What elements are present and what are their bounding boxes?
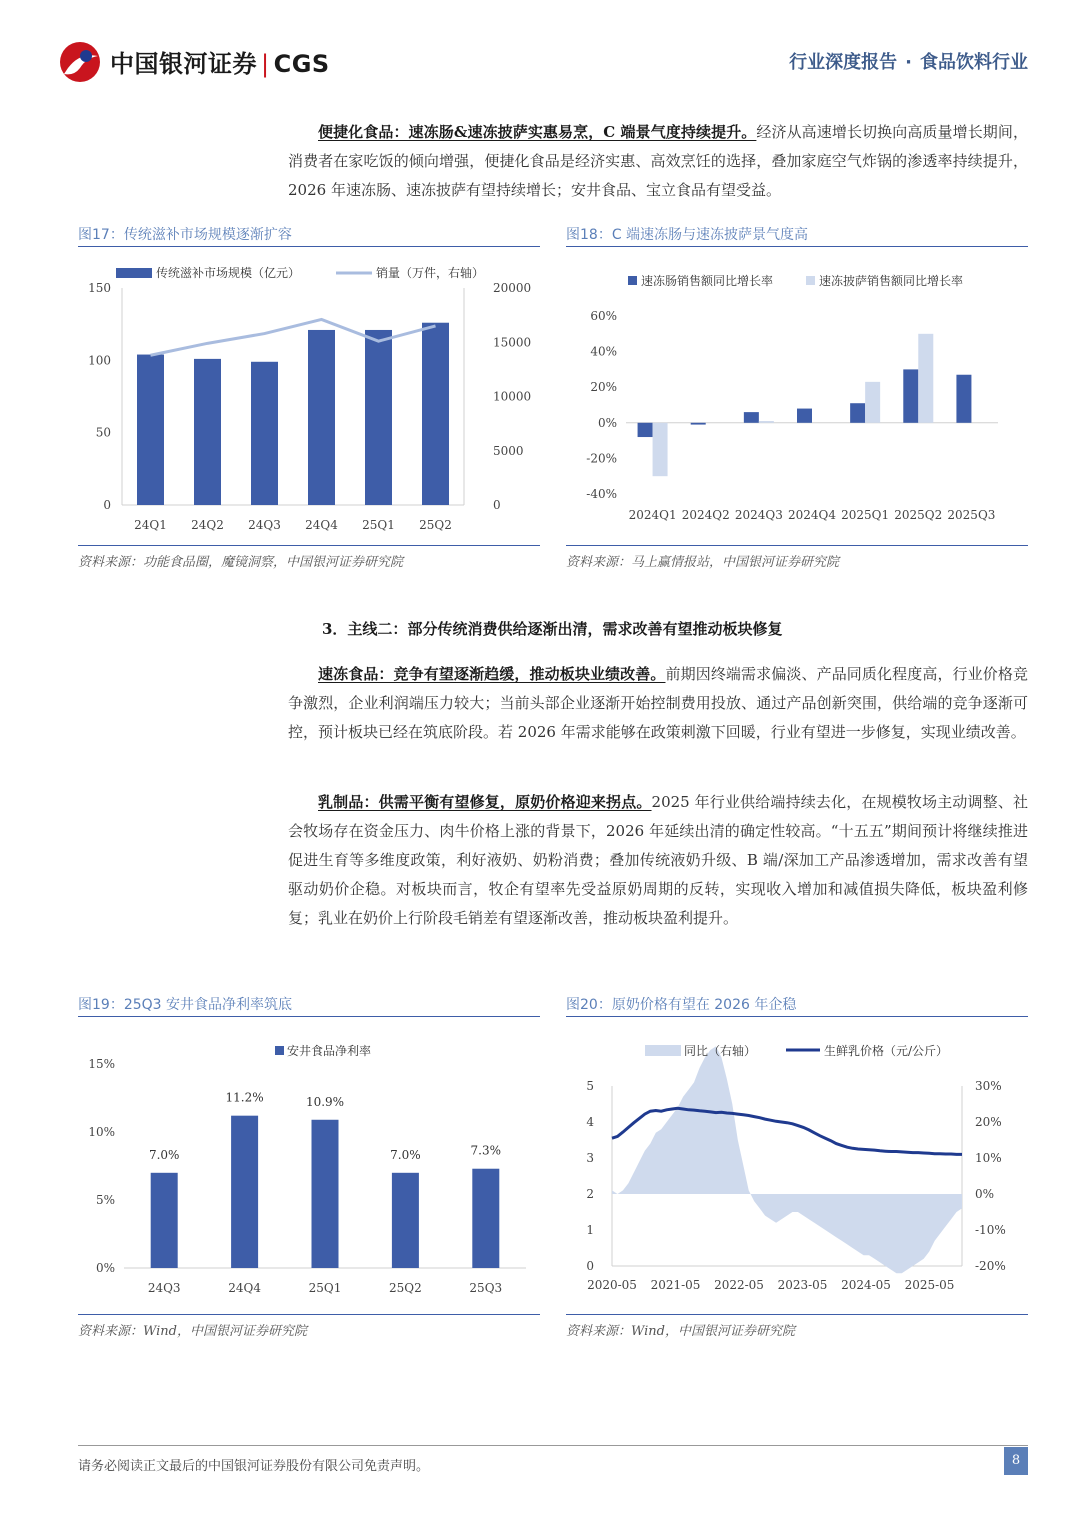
- fig18-svg: [566, 256, 1028, 540]
- fig20-chart: [566, 1026, 1028, 1310]
- fig17-right-tick: 10000: [493, 389, 532, 404]
- fig17-legend-line-label: 销量（万件，右轴）: [376, 266, 485, 280]
- fig17-title: 图17：传统滋补市场规模逐渐扩容: [78, 227, 292, 243]
- fig18-bar-pizza: [653, 423, 668, 476]
- paragraph-convenience-food: [288, 118, 1028, 205]
- fig18-x-tick: 2025Q2: [894, 508, 943, 522]
- fig19-y-tick: 5%: [95, 1193, 115, 1207]
- fig20-right-tick: 0%: [975, 1187, 995, 1201]
- fig17-source: 资料来源：功能食品圈，魔镜洞察，中国银河证券研究院: [78, 555, 404, 570]
- fig17-bar: [308, 330, 335, 505]
- fig19-x-tick: 24Q4: [228, 1281, 261, 1295]
- fig20-x-tick: 2025-05: [904, 1278, 955, 1292]
- section-3-title: 3．主线二：部分传统消费供给逐渐出清，需求改善有望推动板块修复: [322, 620, 783, 638]
- page-header: [0, 0, 1080, 100]
- fig20-left-tick: 1: [586, 1223, 594, 1237]
- fig17-x-tick: 25Q2: [419, 518, 452, 532]
- fig17-bar: [137, 355, 164, 505]
- paragraph-body: 前期因终端需求偏淡、产品同质化程度高，行业价格竞争激烈，企业利润端压力较大；当前头部企业逐渐开始控制费用投放、通过产品创新突围，供给端的竞争逐渐可控，预计板块已经在筑底阶段。若 2026 年需求能够在政策刺激下回暖，行业有望进一步修复，实现业绩改善。: [288, 665, 1028, 741]
- fig20-right-tick: 10%: [975, 1151, 1002, 1165]
- fig18-x-tick: 2025Q1: [841, 508, 890, 522]
- fig19-legend-swatch: [275, 1046, 284, 1055]
- report-type: 行业深度报告: [789, 52, 898, 73]
- fig17-bar: [365, 330, 392, 505]
- footer-disclaimer: 请务必阅读正文最后的中国银河证券股份有限公司免责声明。: [78, 1459, 430, 1474]
- cgs-logo: [58, 38, 358, 86]
- fig18-y-tick: -20%: [586, 451, 617, 466]
- report-category: [789, 48, 1028, 74]
- cgs-logo-icon: [58, 38, 106, 86]
- fig19-y-tick: 0%: [95, 1261, 115, 1275]
- fig20-x-tick: 2020-05: [587, 1278, 637, 1292]
- fig18-chart: [566, 256, 1028, 540]
- fig19-x-tick: 25Q1: [308, 1281, 342, 1295]
- fig19-bar: [231, 1116, 258, 1268]
- fig20-left-tick: 0: [586, 1259, 594, 1273]
- fig18-y-tick: 60%: [590, 309, 617, 323]
- fig17-x-tick: 24Q2: [191, 518, 224, 532]
- fig17-right-tick: 15000: [493, 335, 532, 350]
- fig19-chart: [78, 1026, 540, 1310]
- header-dot: ·: [905, 52, 912, 73]
- fig20-legend-line-label: 生鲜乳价格（元/公斤）: [824, 1044, 949, 1058]
- fig19-svg: [78, 1026, 540, 1310]
- fig17-bar: [422, 323, 449, 505]
- paragraph-dairy: [288, 788, 1028, 933]
- fig18-bar-sausage: [956, 375, 971, 423]
- fig18-x-tick: 2024Q4: [787, 508, 837, 522]
- fig18-bar-sausage: [691, 423, 706, 425]
- fig17-title-rule: [78, 246, 540, 247]
- fig20-left-tick: 4: [586, 1115, 594, 1129]
- fig17-legend-bar-label: 传统滋补市场规模（亿元）: [156, 266, 301, 280]
- fig18-x-tick: 2024Q1: [628, 508, 677, 522]
- fig17-left-tick: 150: [88, 281, 111, 295]
- fig20-right-tick: 30%: [975, 1079, 1002, 1093]
- fig18-bar-sausage: [744, 412, 759, 423]
- fig18-x-tick: 2024Q3: [734, 508, 783, 522]
- fig18-x-tick: 2024Q2: [681, 508, 730, 522]
- paragraph-body: 2025 年行业供给端持续去化，在规模牧场主动调整、社会牧场存在资金压力、肉牛价格上涨的背景下，2026 年延续出清的确定性较高。“十五五”期间预计将继续推进促进生育等多维度政策，利好液奶、奶粉消费；叠加传统液奶升级、B 端/深加工产品渗透增加，需求改善有望驱动奶价企稳。对板块而言，牧企有望率先受益原奶周期的反转，实现收入增加和减值损失降低，板块盈利修复；乳业在奶价上行阶段毛销差有望逐渐改善，推动板块盈利提升。: [288, 793, 1028, 927]
- logo-en: CGS: [273, 50, 330, 78]
- fig20-area-yoy: [612, 1046, 962, 1273]
- fig17-svg: [78, 256, 540, 540]
- fig19-bar: [472, 1169, 499, 1268]
- fig17-x-tick: 24Q1: [134, 518, 167, 532]
- fig19-data-label: 11.2%: [225, 1090, 264, 1105]
- paragraph-body: 经济从高速增长切换向高质量增长期间，消费者在家吃饭的倾向增强，便捷化食品是经济实惠、高效烹饪的选择，叠加家庭空气炸锅的渗透率持续提升，2026 年速冻肠、速冻披萨有望持续增长；安井食品、宝立食品有望受益。: [288, 123, 1028, 199]
- fig20-left-tick: 5: [586, 1079, 594, 1093]
- fig20-legend-area-label: 同比（右轴）: [684, 1044, 757, 1058]
- fig19-bar: [312, 1120, 339, 1268]
- fig17-right-tick: 0: [493, 498, 501, 512]
- fig18-legend-swatch-pizza: [806, 276, 815, 285]
- fig17-left-tick: 100: [88, 353, 111, 368]
- fig20-legend-area-swatch: [645, 1045, 681, 1056]
- fig19-data-label: 7.0%: [148, 1147, 180, 1162]
- fig19-data-label: 7.3%: [470, 1143, 502, 1158]
- fig20-title-rule: [566, 1016, 1028, 1017]
- fig18-bottom-rule: [566, 545, 1028, 546]
- fig20-right-tick: -20%: [975, 1259, 1006, 1273]
- fig20-title: 图20：原奶价格有望在 2026 年企稳: [566, 997, 797, 1013]
- fig20-svg: [566, 1026, 1028, 1310]
- fig20-right-tick: -10%: [975, 1223, 1006, 1237]
- fig17-line-sales: [151, 319, 436, 355]
- fig18-bar-sausage: [797, 409, 812, 423]
- industry-name: 食品饮料行业: [920, 52, 1028, 73]
- paragraph-frozen-food: [288, 660, 1028, 747]
- paragraph-lead: 速冻食品：竞争有望逐渐趋缓，推动板块业绩改善。: [318, 665, 666, 683]
- paragraph-lead: 乳制品：供需平衡有望修复，原奶价格迎来拐点。: [318, 793, 652, 811]
- logo-cn: 中国银河证券: [110, 50, 257, 78]
- fig17-left-tick: 0: [103, 498, 111, 512]
- fig19-title-rule: [78, 1016, 540, 1017]
- fig20-left-tick: 3: [586, 1151, 594, 1165]
- fig17-x-tick: 25Q1: [362, 518, 395, 532]
- fig18-bar-pizza: [759, 421, 774, 423]
- fig17-right-tick: 5000: [493, 443, 524, 458]
- fig20-x-tick: 2024-05: [841, 1278, 891, 1292]
- fig17-left-tick: 50: [95, 425, 111, 440]
- fig19-data-label: 7.0%: [390, 1147, 421, 1162]
- fig18-title: 图18：C 端速冻肠与速冻披萨景气度高: [566, 227, 809, 243]
- fig17-chart: [78, 256, 540, 540]
- fig17-x-tick: 24Q4: [305, 518, 338, 532]
- footer-rule: [78, 1445, 1028, 1446]
- fig19-bar: [151, 1173, 178, 1268]
- fig18-bar-sausage: [850, 403, 865, 423]
- fig20-bottom-rule: [566, 1314, 1028, 1315]
- fig19-y-tick: 10%: [88, 1125, 115, 1139]
- fig17-legend-bar-swatch: [116, 268, 152, 278]
- fig19-x-tick: 24Q3: [147, 1281, 181, 1295]
- fig18-y-tick: 40%: [590, 344, 617, 359]
- fig18-x-tick: 2025Q3: [947, 508, 996, 522]
- fig17-bottom-rule: [78, 545, 540, 546]
- fig18-source: 资料来源：马上赢情报站，中国银河证券研究院: [566, 555, 840, 570]
- fig18-y-tick: 0%: [597, 415, 617, 430]
- fig18-bar-pizza: [865, 382, 880, 423]
- fig18-bar-pizza: [918, 334, 933, 423]
- fig18-bar-sausage: [903, 369, 918, 422]
- fig18-legend-swatch-sausage: [628, 276, 637, 285]
- fig19-title: 图19：25Q3 安井食品净利率筑底: [78, 997, 293, 1013]
- fig17-x-tick: 24Q3: [248, 518, 281, 532]
- fig19-y-tick: 15%: [88, 1057, 115, 1071]
- page-number: 8: [1004, 1447, 1028, 1475]
- fig20-left-tick: 2: [586, 1187, 594, 1201]
- fig18-y-tick: 20%: [590, 380, 617, 395]
- fig19-bar: [392, 1173, 419, 1268]
- fig20-x-tick: 2023-05: [777, 1278, 828, 1292]
- fig19-source: 资料来源：Wind，中国银河证券研究院: [78, 1324, 307, 1339]
- fig17-bar: [194, 359, 221, 505]
- fig20-x-tick: 2021-05: [650, 1278, 701, 1292]
- fig18-bar-sausage: [638, 423, 653, 437]
- fig19-x-tick: 25Q3: [469, 1281, 503, 1295]
- fig17-bar: [251, 362, 278, 505]
- fig19-legend-label: 安井食品净利率: [287, 1044, 372, 1058]
- logo-separator: |: [261, 50, 270, 78]
- paragraph-lead: 便捷化食品：速冻肠&速冻披萨实惠易烹，C 端景气度持续提升。: [318, 123, 757, 141]
- fig18-y-tick: -40%: [586, 487, 617, 501]
- fig20-x-tick: 2022-05: [714, 1278, 764, 1292]
- fig19-x-tick: 25Q2: [389, 1281, 422, 1295]
- fig18-legend-label-pizza: 速冻披萨销售额同比增长率: [819, 274, 964, 288]
- fig20-right-tick: 20%: [975, 1115, 1002, 1129]
- fig20-source: 资料来源：Wind，中国银河证券研究院: [566, 1324, 795, 1339]
- fig19-bottom-rule: [78, 1314, 540, 1315]
- fig17-right-tick: 20000: [493, 281, 532, 295]
- fig18-title-rule: [566, 246, 1028, 247]
- fig18-legend-label-sausage: 速冻肠销售额同比增长率: [641, 274, 774, 288]
- fig19-data-label: 10.9%: [305, 1094, 345, 1109]
